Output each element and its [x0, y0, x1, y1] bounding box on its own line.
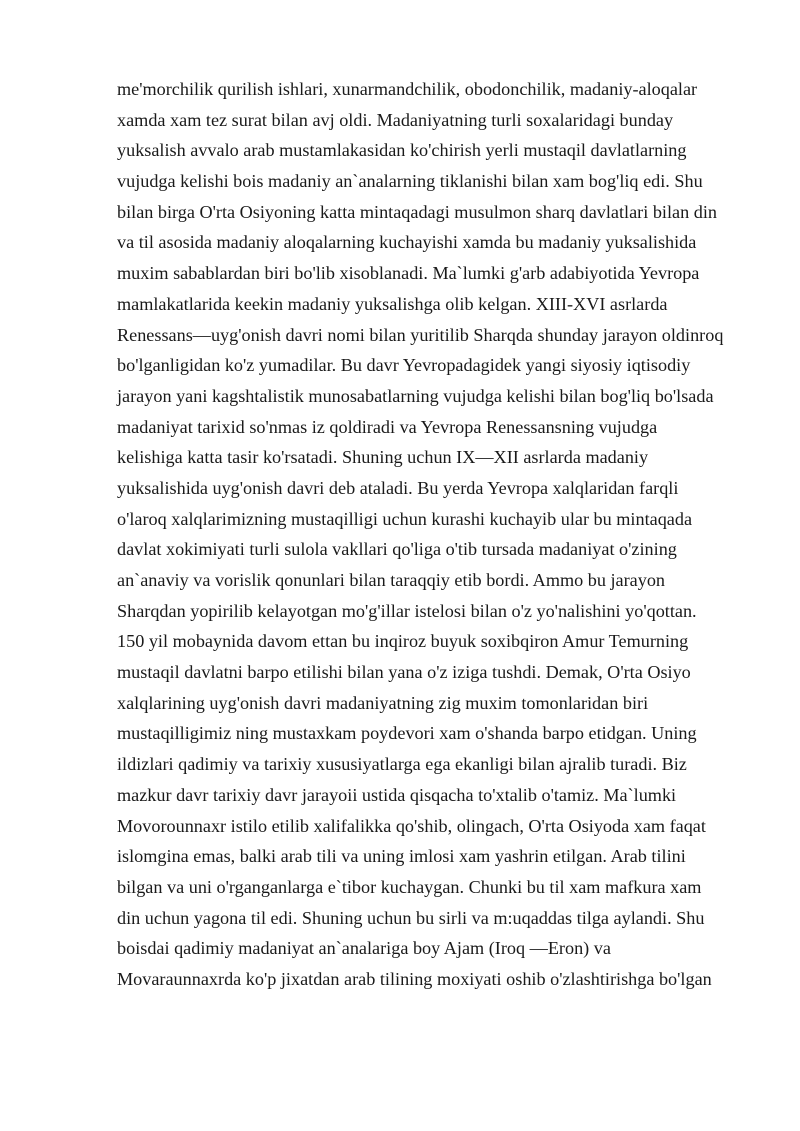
- text-line: vujudga kelishi bois madaniy an`analarning tiklanishi bilan xam bog'liq edi. Shu: [117, 171, 703, 192]
- text-line: Movorounnaxr istilo etilib xalifalikka qo'shib, olingach, O'rta Osiyoda xam faqat: [117, 815, 706, 836]
- text-line: Movaraunnaxrda ko'p jixatdan arab tilining moxiyati oshib o'zlashtirishga bo'lgan: [117, 968, 712, 989]
- body-text: [117, 74, 757, 995]
- text-line: yuksalish avvalo arab mustamlakasidan ko'chirish yerli mustaqil davlatlarning: [117, 140, 687, 161]
- text-line: an`anaviy va vorislik qonunlari bilan taraqqiy etib bordi. Ammo bu jarayon: [117, 570, 666, 590]
- text-line: Sharqdan yopirilib kelayotgan mo'g'illar istelosi bilan o'z yo'nalishini yo'qottan.: [117, 600, 697, 621]
- text-line: me'morchilik qurilish ishlari, xunarmandchilik, obodonchilik, madaniy-aloqalar: [117, 79, 698, 99]
- text-line: bo'lganligidan ko'z yumadilar. Bu davr Yevropadagidek yangi siyosiy iqtisodiy: [117, 355, 691, 376]
- text-line: va til asosida madaniy aloqalarning kuchayishi xamda bu madaniy yuksalishida: [117, 232, 697, 253]
- text-line: o'laroq xalqlarimizning mustaqilligi uchun kurashi kuchayib ular bu mintaqada: [117, 508, 693, 529]
- text-line: yuksalishida uyg'onish davri deb ataladi. Bu yerda Yevropa xalqlaridan farqli: [117, 477, 679, 498]
- text-line: Renessans—uyg'onish davri nomi bilan yuritilib Sharqda shunday jarayon oldinroq: [117, 324, 724, 345]
- text-line: 150 yil mobaynida davom ettan bu inqiroz buyuk soxibqiron Amur Temurning: [117, 631, 689, 652]
- text-line: din uchun yagona til edi. Shuning uchun bu sirli va m:uqaddas tilga aylandi. Shu: [117, 907, 705, 928]
- text-line: davlat xokimiyati turli sulola vakllari qo'liga o'tib tursada madaniyat o'zining: [117, 539, 677, 560]
- text-line: mustaqil davlatni barpo etilishi bilan yana o'z iziga tushdi. Demak, O'rta Osiyo: [117, 662, 691, 683]
- text-line: boisdai qadimiy madaniyat an`analariga boy Ajam (Iroq —Eron) va: [117, 938, 611, 959]
- text-line: mustaqilligimiz ning mustaxkam poydevori xam o'shanda barpo etidgan. Uning: [117, 723, 697, 744]
- text-line: mazkur davr tarixiy davr jarayoii ustida qisqacha to'xtalib o'tamiz. Ma`lumki: [117, 784, 677, 805]
- text-line: jarayon yani kagshtalistik munosabatlarning vujudga kelishi bilan bog'liq bo'lsada: [117, 385, 714, 406]
- text-line: muxim sabablardan biri bo'lib xisoblanadi. Ma`lumki g'arb adabiyotida Yevropa: [117, 263, 700, 284]
- text-line: ildizlari qadimiy va tarixiy xususiyatlarga ega ekanligi bilan ajralib turadi. Biz: [117, 754, 687, 775]
- text-line: bilgan va uni o'rganganlarga e`tibor kuchaygan. Chunki bu til xam mafkura xam: [117, 876, 702, 897]
- text-line: bilan birga O'rta Osiyoning katta mintaqadagi musulmon sharq davlatlari bilan din: [117, 201, 717, 222]
- text-line: mamlakatlarida keekin madaniy yuksalishga olib kelgan. XIII-XVI asrlarda: [117, 293, 668, 314]
- text-line: kelishiga katta tasir ko'rsatadi. Shuning uchun IX—XII asrlarda madaniy: [117, 447, 649, 468]
- text-line: islomgina emas, balki arab tili va uning imlosi xam yashrin etilgan. Arab tilini: [117, 846, 686, 867]
- text-line: madaniyat tarixid so'nmas iz qoldiradi va Yevropa Renessansning vujudga: [117, 416, 658, 437]
- text-line: xalqlarining uyg'onish davri madaniyatning zig muxim tomonlaridan biri: [117, 692, 649, 713]
- text-line: xamda xam tez surat bilan avj oldi. Madaniyatning turli soxalaridagi bunday: [117, 109, 674, 130]
